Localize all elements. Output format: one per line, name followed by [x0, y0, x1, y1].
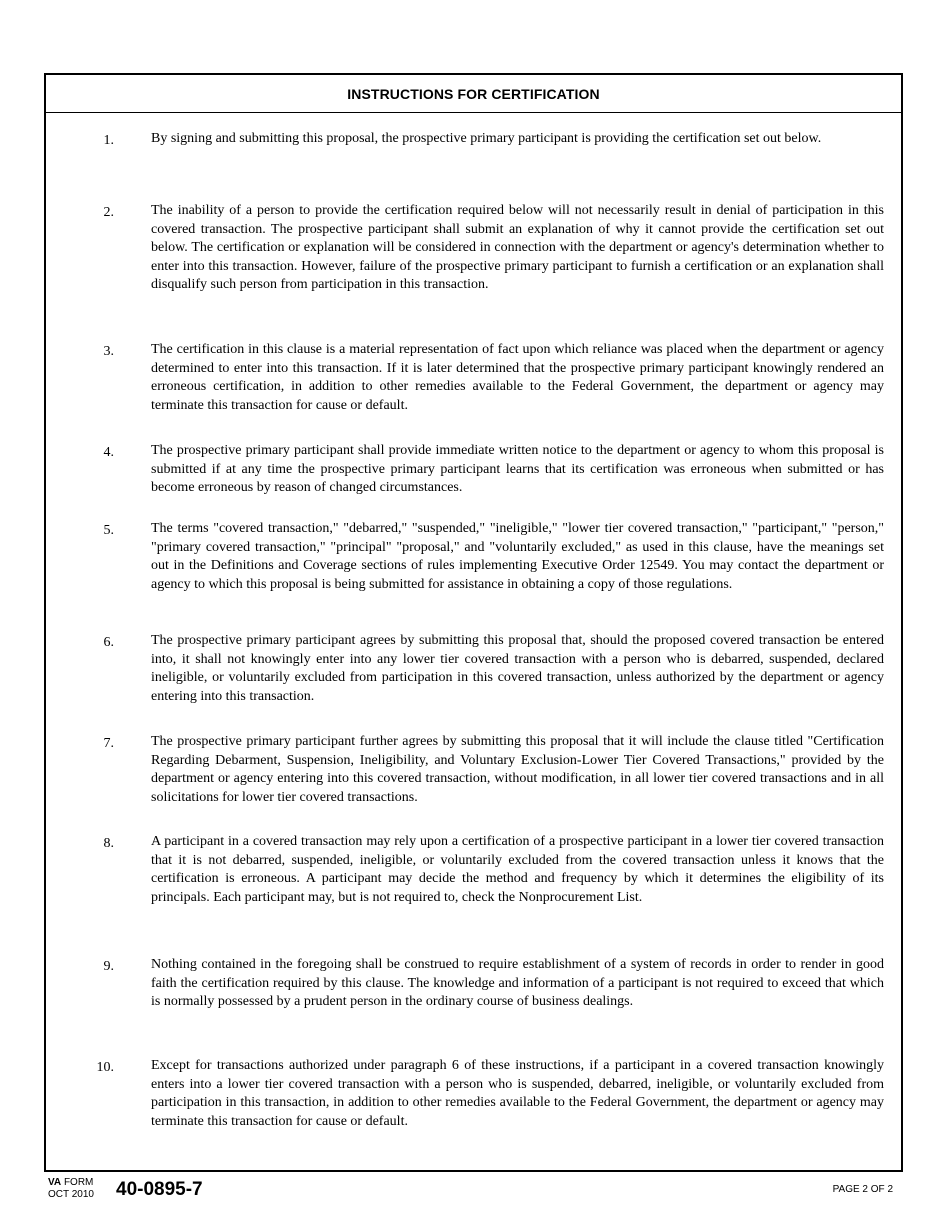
item-text: By signing and submitting this proposal, the prospective primary participant is providing the certification set out below. [151, 131, 822, 146]
item-text: The inability of a person to provide the certification required below will not necessarily result in denial of participation in this covered transaction. The prospective participant shall submit an explanation of why it cannot provide the certification set out below. The certification or explanation will be considered in connection with the department or agency's determination whether to enter into this transaction. However, failure of the prospective primary participant to furnish a certification or an explanation shall disqualify such person from participation in this transaction. [151, 203, 884, 293]
item-text: Except for transactions authorized under paragraph 6 of these instructions, if a participant in a covered transaction knowingly enters into a lower tier covered transaction with a person who is suspended, debarred, ineligible, or voluntarily excluded from participation in this transaction, in addition to other remedies available to the Federal Government, the department or agency may terminate this transaction for cause or default. [151, 1058, 884, 1129]
item-number: 8. [103, 836, 114, 851]
form-number: 40-0895-7 [116, 1179, 203, 1200]
item-number: 4. [103, 445, 114, 460]
page-number: PAGE 2 OF 2 [832, 1184, 893, 1195]
item-text: The prospective primary participant further agrees by submitting this proposal that it will include the clause titled "Certification Regarding Debarment, Suspension, Ineligibility, and Voluntary Exclusion-Lower Tier Covered Transactions," provided by the department or agency entering into this covered transaction, without modification, in all lower tier covered transactions and in all solicitations for lower tier covered transactions. [151, 734, 884, 805]
item-number: 7. [103, 736, 114, 751]
item-number: 10. [96, 1060, 114, 1075]
section-title: INSTRUCTIONS FOR CERTIFICATION [46, 75, 901, 113]
item-number: 3. [103, 344, 114, 359]
item-number: 5. [103, 523, 114, 538]
item-number: 2. [103, 205, 114, 220]
item-text: A participant in a covered transaction may rely upon a certification of a prospective participant in a lower tier covered transaction that it is not debarred, suspended, ineligible, or voluntarily excluded from the covered transaction unless it knows that the certification is erroneous. A participant may decide the method and frequency by which it determines the eligibility of its principals. Each participant may, but is not required to, check the Nonprocurement List. [151, 834, 884, 905]
item-text: The certification in this clause is a material representation of fact upon which reliance was placed when the department or agency determined to enter into this transaction. If it is later determined that the prospective primary participant knowingly rendered an erroneous certification, in addition to other remedies available to the Federal Government, the department or agency may terminate this transaction for cause or default. [151, 342, 884, 413]
certification-instructions-box [44, 73, 903, 1172]
va-label: VA [48, 1177, 62, 1188]
item-text: The prospective primary participant shall provide immediate written notice to the department or agency to whom this proposal is submitted if at any time the prospective primary participant learns that its certification was erroneous when submitted or has become erroneous by reason of changed circumstances. [151, 443, 884, 496]
item-number: 9. [103, 959, 114, 974]
form-date: OCT 2010 [48, 1189, 94, 1200]
form-label: FORM [63, 1177, 94, 1188]
item-text: The terms "covered transaction," "debarred," "suspended," "ineligible," "lower tier covered transaction," "participant," "person," "primary covered transaction," "principal" "proposal," and "voluntarily excluded," as used in this clause, have the meanings set out in the Definitions and Coverage sections of rules implementing Executive Order 12549. You may contact the department or agency to which this proposal is being submitted for assistance in obtaining a copy of those regulations. [151, 521, 884, 592]
item-number: 6. [103, 635, 114, 650]
form-label-block [48, 1177, 94, 1201]
item-number: 1. [103, 133, 114, 148]
item-text: Nothing contained in the foregoing shall be construed to require establishment of a system of records in order to render in good faith the certification required by this clause. The knowledge and information of a participant is not required to exceed that which is normally possessed by a prudent person in the ordinary course of business dealings. [151, 957, 884, 1010]
item-text: The prospective primary participant agrees by submitting this proposal that, should the proposed covered transaction be entered into, it shall not knowingly enter into any lower tier covered transaction with a person who is debarred, suspended, declared ineligible, or voluntarily excluded from participation in this covered transaction, unless authorized by the department or agency entering into this transaction. [151, 633, 884, 704]
